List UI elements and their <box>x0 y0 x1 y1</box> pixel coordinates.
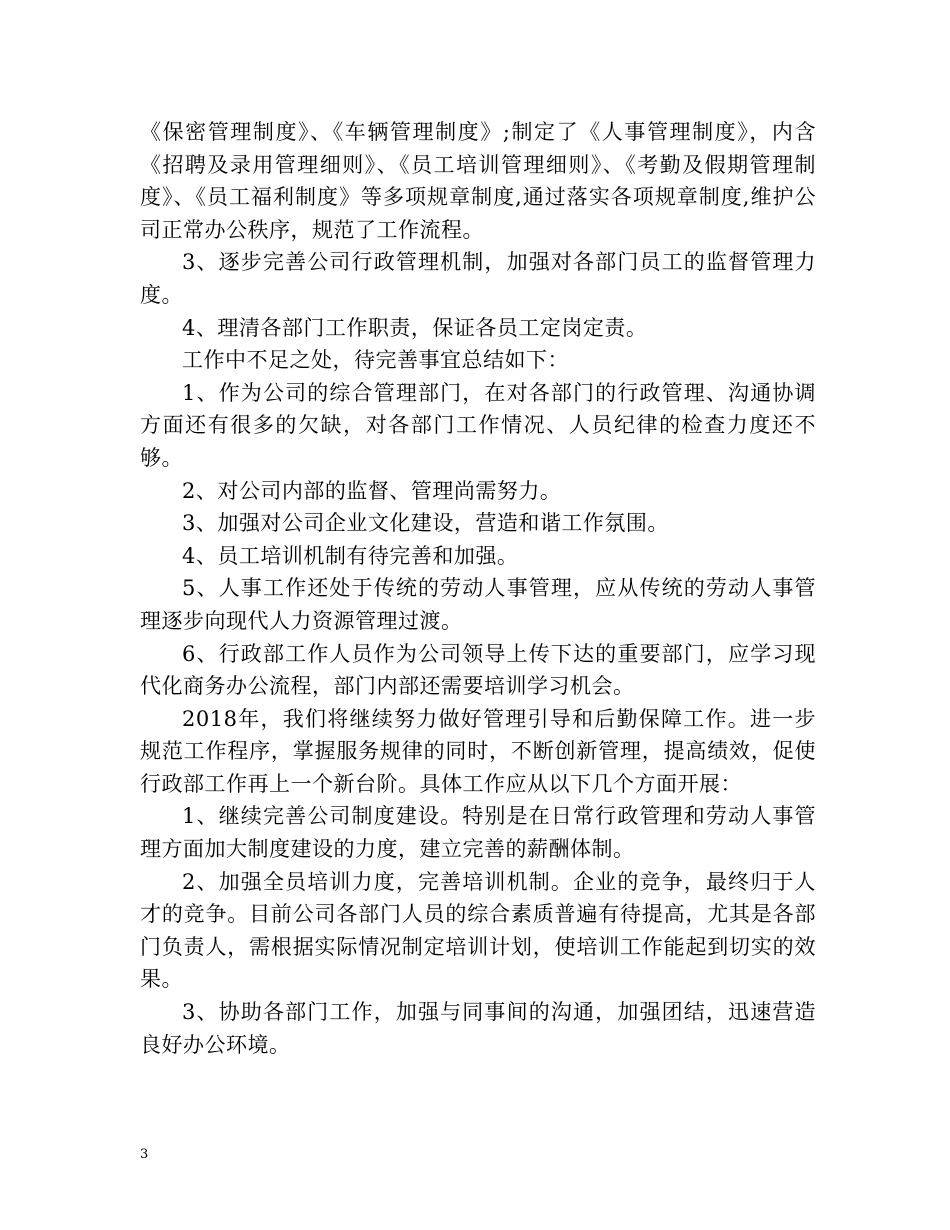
paragraph: 3、逐步完善公司行政管理机制，加强对各部门员工的监督管理力度。 <box>140 250 816 307</box>
paragraph: 5、人事工作还处于传统的劳动人事管理，应从传统的劳动人事管理逐步向现代人力资源管理过渡。 <box>140 576 816 633</box>
paragraph: 6、行政部工作人员作为公司领导上传下达的重要部门，应学习现代化商务办公流程，部门内部还需要培训学习机会。 <box>140 641 816 699</box>
paragraph: 4、理清各部门工作职责，保证各员工定岗定责。 <box>182 315 648 340</box>
paragraph: 2018年，我们将继续努力做好管理引导和后勤保障工作。进一步规范工作程序，掌握服务规律的同时，不断创新管理，提高绩效，促使行政部工作再上一个新台阶。具体工作应从以下几个方面开展： <box>140 706 816 796</box>
paragraph-continuation: 《保密管理制度》、《车辆管理制度》;制定了《人事管理制度》，内含《招聘及录用管理细则》、《员工培训管理细则》、《考勤及假期管理制度》、《员工福利制度》等多项规章制度,通过落实各项规章制度,维护公司正常办公秩序，规范了工作流程。 <box>140 120 816 242</box>
paragraph: 4、员工培训机制有待完善和加强。 <box>182 543 519 568</box>
paragraph: 3、加强对公司企业文化建设，营造和谐工作氛围。 <box>182 511 669 536</box>
body-text <box>140 116 816 1061</box>
paragraph: 1、作为公司的综合管理部门，在对各部门的行政管理、沟通协调方面还有很多的欠缺，对各部门工作情况、人员纪律的检查力度还不够。 <box>140 380 816 470</box>
page-number: 3 <box>140 1147 149 1162</box>
paragraph: 1、继续完善公司制度建设。特别是在日常行政管理和劳动人事管理方面加大制度建设的力度，建立完善的薪酬体制。 <box>140 804 816 862</box>
paragraph: 3、协助各部门工作，加强与同事间的沟通，加强团结，迅速营造良好办公环境。 <box>140 1000 816 1057</box>
paragraph: 2、对公司内部的监督、管理尚需努力。 <box>182 478 562 503</box>
paragraph: 工作中不足之处，待完善事宜总结如下： <box>182 348 569 373</box>
paragraph: 2、加强全员培训力度，完善培训机制。企业的竞争，最终归于人才的竞争。目前公司各部门人员的综合素质普遍有待提高，尤其是各部门负责人，需根据实际情况制定培训计划，使培训工作能起到切实的效果。 <box>140 869 816 992</box>
